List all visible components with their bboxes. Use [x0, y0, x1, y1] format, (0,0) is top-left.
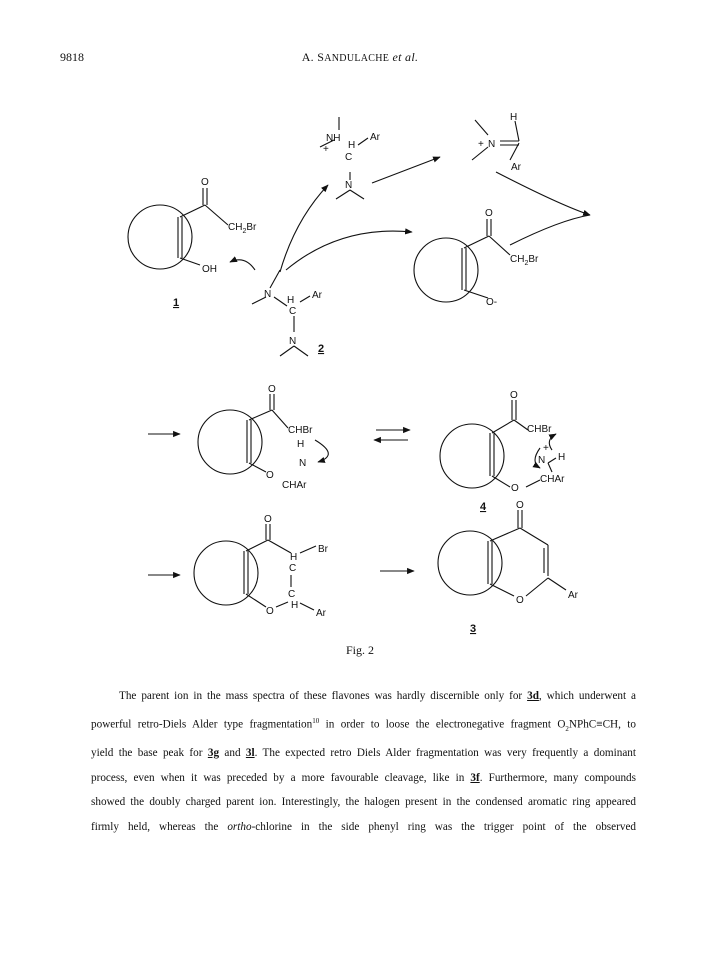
carbanion-chbr-label: CHBr [527, 424, 552, 435]
methine-c-label: C [288, 589, 296, 600]
paragraph-line: process, even when it was preceded by a more favourable cleavage, like in 3f. Furthermore, many compounds [91, 771, 636, 784]
ether-oxygen-label: O [511, 483, 519, 494]
compound-label-1: 1 [173, 297, 180, 309]
paragraph-line: showed the doubly charged parent ion. Interestingly, the halogen present in the condensed aromatic ring appeared [91, 796, 636, 809]
carbonyl-oxygen-label: O [201, 177, 209, 188]
methine-h-label: H [510, 112, 518, 123]
methine-c-label: C [345, 152, 353, 163]
aryl-label: Ar [316, 608, 326, 619]
compound-label-2: 2 [318, 343, 325, 355]
ch2br-label: $CH_2Br$ [510, 254, 539, 267]
paragraph-line: The parent ion in the mass spectra of these flavones was hardly discernible only for 3d, which underwent a [119, 690, 637, 702]
reagent-2-structure [252, 270, 310, 356]
bromine-label: Br [318, 544, 328, 555]
electron-arrow [315, 440, 328, 462]
ammonium-nitrogen-label: N [538, 455, 546, 466]
carbonyl-oxygen-label: O [264, 514, 272, 525]
amine-nitrogen-label: N [345, 180, 353, 191]
carbonyl-oxygen-label: O [516, 500, 524, 511]
curved-arrow [286, 231, 412, 270]
methine-h-label: H [290, 552, 298, 563]
aryl-label: Ar [568, 590, 578, 601]
cyclic-intermediate-left-structure [198, 394, 288, 474]
aryl-label: Ar [511, 162, 521, 173]
reaction-arrow [280, 185, 328, 272]
aryl-label: Ar [312, 290, 322, 301]
ch2br-label: $CH_2Br$ [228, 222, 257, 235]
amine-nitrogen-label: N [299, 458, 307, 469]
compound-label-3: 3 [470, 623, 477, 635]
carbonyl-oxygen-label: O [510, 390, 518, 401]
running-head: A. SANDULACHE et al. [301, 50, 419, 64]
amine-nitrogen-label: N [289, 336, 297, 347]
positive-charge-label: + [478, 139, 484, 150]
electron-arrow [230, 260, 255, 270]
paragraph-line: firmly held, whereas the ortho-chlorine in the side phenyl ring was the trigger point of the observed [91, 820, 637, 833]
curved-arrow [510, 215, 590, 245]
curved-arrow [496, 172, 590, 215]
char-label: CHAr [540, 474, 565, 485]
ring-oxygen-label: O [516, 595, 524, 606]
paragraph-line: yield the base peak for 3g and 3l. The expected retro Diels Alder fragmentation was very frequently a dominant [91, 747, 636, 760]
amine-nitrogen-label: N [264, 289, 272, 300]
phenoxide-label: O- [486, 297, 498, 308]
methine-h-label: H [348, 140, 356, 151]
methine-c-label: C [289, 306, 297, 317]
positive-charge-label: + [323, 144, 329, 155]
figure-caption: Fig. 2 [345, 643, 374, 657]
electron-arrow [549, 434, 556, 450]
positive-charge-label: + [543, 443, 549, 454]
compound-label-4: 4 [480, 501, 487, 513]
carbonyl-oxygen-label: O [268, 384, 276, 395]
intermediate-4-structure [440, 400, 556, 488]
paragraph-line: powerful retro-Diels Alder type fragmentation$^{10}$ in order to loose the electronegative fragment $O_2NPhC\equiv CH$, to [91, 716, 636, 733]
ether-oxygen-label: O [266, 606, 274, 617]
chromone-3-structure [438, 510, 566, 596]
compound-1-structure [128, 188, 228, 269]
ether-oxygen-label: O [266, 470, 274, 481]
methine-c-label: C [289, 563, 297, 574]
enolate-structure [414, 219, 510, 302]
iminium-nitrogen-label: N [488, 139, 496, 150]
iminium-intermediate-structure [320, 117, 368, 199]
methine-h-label: H [291, 600, 299, 611]
methine-h-label: H [287, 295, 295, 306]
page-number: 9818 [60, 50, 84, 64]
reaction-arrow [372, 157, 440, 183]
ammonium-label: NH [326, 133, 341, 144]
char-label: CHAr [282, 480, 307, 491]
methine-h-label: H [297, 439, 305, 450]
chbr-label: CHBr [288, 425, 313, 436]
dihydro-product-structure [194, 524, 316, 610]
n-hydrogen-label: H [558, 452, 566, 463]
body-paragraph [91, 684, 636, 840]
carbonyl-oxygen-label: O [485, 208, 493, 219]
aryl-label: Ar [370, 132, 380, 143]
hydroxyl-label: OH [202, 264, 217, 275]
